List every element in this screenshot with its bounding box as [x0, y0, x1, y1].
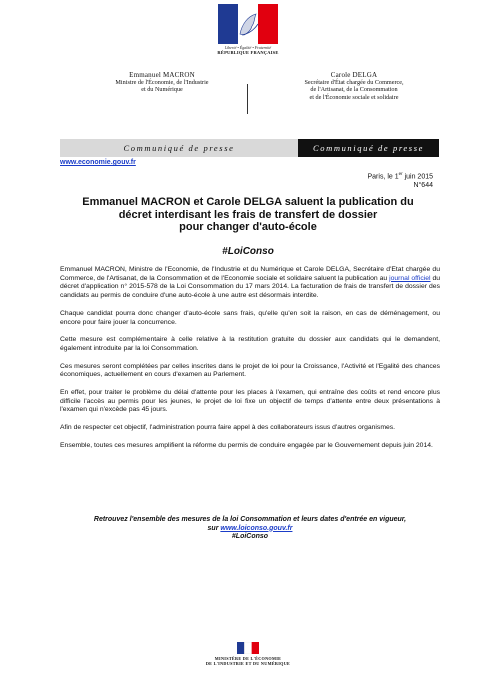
- republic-motto: Liberté • Égalité • Fraternité: [224, 45, 272, 50]
- body-text: [60, 266, 440, 460]
- closing-line1: Retrouvez l'ensemble des mesures de la loi Consommation et leurs dates d'entrée en vigueur,: [93, 516, 407, 523]
- website-link[interactable]: www.economie.gouv.fr: [60, 159, 136, 166]
- journal-officiel-link[interactable]: journal officiel: [389, 274, 431, 282]
- minister-left-title-line1: Ministre de l'Économie, de l'Industrie: [115, 79, 209, 87]
- paragraph-6: Afin de respecter cet objectif, l'administration pourra faire appel à des collaborateurs issus d'autres organismes.: [60, 424, 396, 432]
- footer-ministry: [186, 642, 310, 666]
- release-number: N°644: [413, 182, 433, 190]
- republic-name: RÉPUBLIQUE FRANÇAISE: [217, 50, 279, 55]
- minister-right-name: Carole DELGA: [330, 71, 378, 79]
- paragraph-4: Ces mesures seront complétées par celles inscrites dans le projet de loi pour la Croissance, l'Activité et l'Egalité des chances économiques, actuellement en cours d'examen au Parlement.: [60, 362, 440, 379]
- date-prefix: Paris, le 1: [367, 173, 399, 181]
- paragraph-3: Cette mesure est complémentaire à celle relative à la restitution gratuite du dossier aux candidats qui le demandent, également introduite par la loi Consommation.: [60, 336, 440, 352]
- headline-line3: pour changer d'auto-école: [179, 221, 317, 233]
- minister-left-block: [62, 72, 262, 94]
- minister-right-title-line1: Secrétaire d'État chargée du Commerce,: [304, 79, 404, 87]
- paragraph-5: En effet, pour traiter le problème du délai d'attente pour les places à l'examen, qui entraîne des coûts et rend encore plus difficile l'accès au permis pour les jeunes, le projet de loi fixe un objectif de temps d'attente entre deux présentations à l'examen qui n'excède pas 45 jours.: [60, 389, 440, 414]
- minister-right-block: [254, 72, 454, 101]
- date-suffix: juin 2015: [402, 173, 433, 181]
- headline-hashtag: #LoiConso: [222, 246, 274, 257]
- closing-block: [60, 516, 440, 542]
- press-release-bar: [60, 139, 439, 157]
- headline: [60, 196, 436, 234]
- minister-left-title-line2: et du Numérique: [141, 86, 183, 94]
- minister-divider: [247, 84, 248, 114]
- dateline: [368, 169, 434, 190]
- footer-line2: DE L'INDUSTRIE ET DU NUMÉRIQUE: [205, 661, 291, 666]
- minister-right-title-line2: de l'Artisanat, de la Consommation: [310, 86, 398, 94]
- closing-line2: [60, 525, 440, 534]
- press-label-right: Communiqué de presse: [298, 139, 439, 157]
- footer-line1: MINISTÈRE DE L'ÉCONOMIE: [214, 656, 282, 661]
- closing-prefix: sur: [207, 524, 221, 532]
- paragraph-1: [60, 266, 440, 301]
- closing-hashtag: #LoiConso: [231, 533, 269, 540]
- minister-right-title-line3: et de l'Économie sociale et solidaire: [309, 93, 399, 101]
- press-label-left: Communiqué de presse: [60, 139, 298, 157]
- paragraph-7: Ensemble, toutes ces mesures amplifient la réforme du permis de conduire engagée par le Gouvernement depuis juin 2014.: [60, 441, 433, 449]
- republique-francaise-logo: [212, 4, 284, 55]
- marianne-emblem-icon: [218, 4, 278, 44]
- headline-line1: Emmanuel MACRON et Carole DELGA saluent la publication du: [82, 196, 414, 208]
- headline-line2: décret interdisant les frais de transfert de dossier: [118, 208, 378, 221]
- paragraph-2: Chaque candidat pourra donc changer d'auto-école sans frais, qu'elle qu'en soit la raison, en cas de déménagement, ou encore pour faire jouer la concurrence.: [60, 309, 440, 326]
- date-text: [368, 169, 434, 181]
- paragraph-1-before: Emmanuel MACRON, Ministre de l'Economie, de l'Industrie et du Numérique et Carole DELGA, Secrétaire d'Etat chargée du Commerce, de l'Artisanat, de la Consommation et de l'Economie sociale et solidaire saluent la publication au: [60, 266, 440, 282]
- paragraph-1-after: du décret d'application n° 2015-578 de la Loi Consommation du 17 mars 2014. La facturation de frais de transfert de dossier des candidats au permis de conduire d'une auto-école à une autre est désormais interdite.: [60, 274, 441, 300]
- date-superscript: er: [398, 171, 403, 176]
- loiconso-link[interactable]: www.loiconso.gouv.fr: [220, 524, 293, 532]
- tricolor-flag-icon: [237, 642, 259, 654]
- minister-left-name: Emmanuel MACRON: [129, 71, 195, 79]
